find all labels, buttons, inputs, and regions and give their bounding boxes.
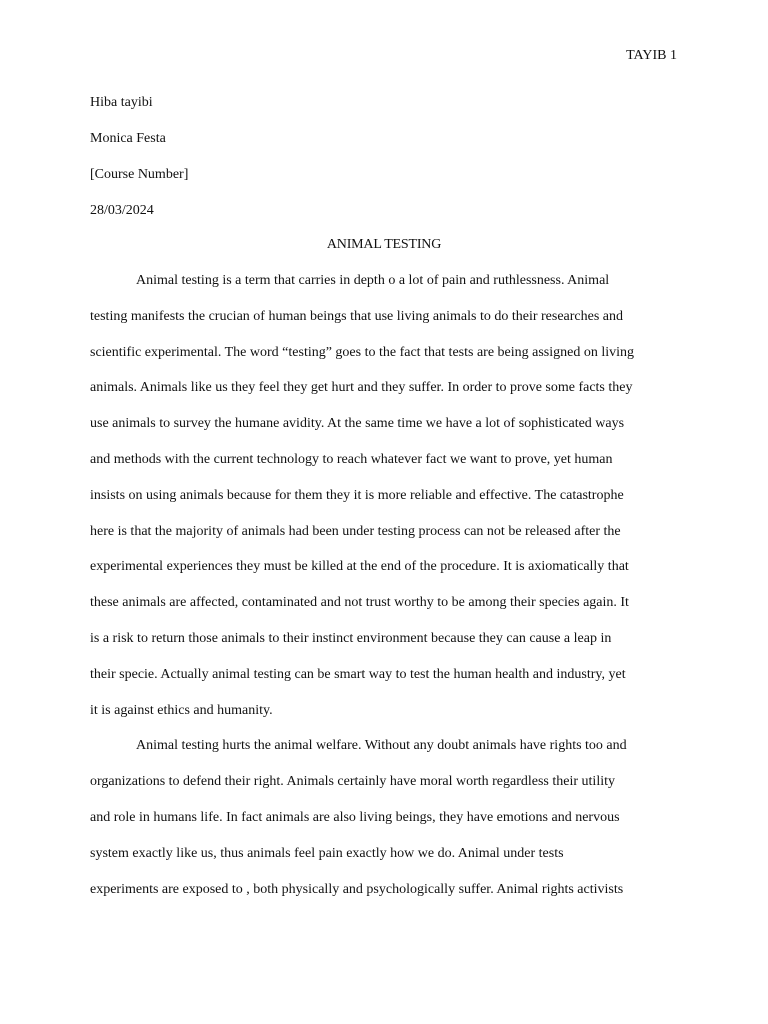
essay-body: [90, 272, 680, 916]
text-line: and methods with the current technology to reach whatever fact we want to prove, yet human: [90, 451, 613, 467]
text-line: is a risk to return those animals to their instinct environment because they can cause a leap in: [90, 630, 612, 646]
text-line: these animals are affected, contaminated and not trust worthy to be among their species again. It: [90, 595, 629, 611]
text-line: experiments are exposed to , both physically and psychologically suffer. Animal rights activists: [90, 881, 624, 897]
student-name: Hiba tayibi: [90, 95, 153, 110]
essay-title: ANIMAL TESTING: [326, 237, 442, 252]
text-line: their specie. Actually animal testing can be smart way to test the human health and industry, yet: [90, 666, 626, 682]
text-line: animals. Animals like us they feel they get hurt and they suffer. In order to prove some facts they: [90, 380, 633, 396]
text-line: insists on using animals because for them they it is more reliable and effective. The catastrophe: [90, 487, 624, 503]
essay-date: 28/03/2024: [90, 203, 154, 218]
text-line: here is that the majority of animals had been under testing process can not be released after the: [90, 523, 621, 539]
running-head: TAYIB 1: [626, 48, 677, 63]
text-line: testing manifests the crucian of human beings that use living animals to do their researches and: [90, 308, 624, 324]
text-line: Animal testing is a term that carries in depth o a lot of pain and ruthlessness. Animal: [136, 273, 610, 288]
instructor-name: Monica Festa: [90, 131, 166, 146]
text-line: experimental experiences they must be killed at the end of the procedure. It is axiomatically that: [90, 559, 629, 575]
text-line: scientific experimental. The word “testing” goes to the fact that tests are being assigned on living: [90, 344, 635, 360]
text-line: and role in humans life. In fact animals are also living beings, they have emotions and nervous: [90, 809, 620, 825]
text-line: organizations to defend their right. Animals certainly have moral worth regardless their utility: [90, 774, 615, 790]
mla-heading: [90, 94, 188, 238]
course-number: [Course Number]: [90, 167, 189, 182]
text-line: system exactly like us, thus animals feel pain exactly how we do. Animal under tests: [90, 845, 564, 861]
text-line: use animals to survey the humane avidity. At the same time we have a lot of sophisticated ways: [90, 416, 625, 432]
text-line: Animal testing hurts the animal welfare. Without any doubt animals have rights too and: [136, 738, 627, 754]
text-line: it is against ethics and humanity.: [90, 702, 273, 718]
